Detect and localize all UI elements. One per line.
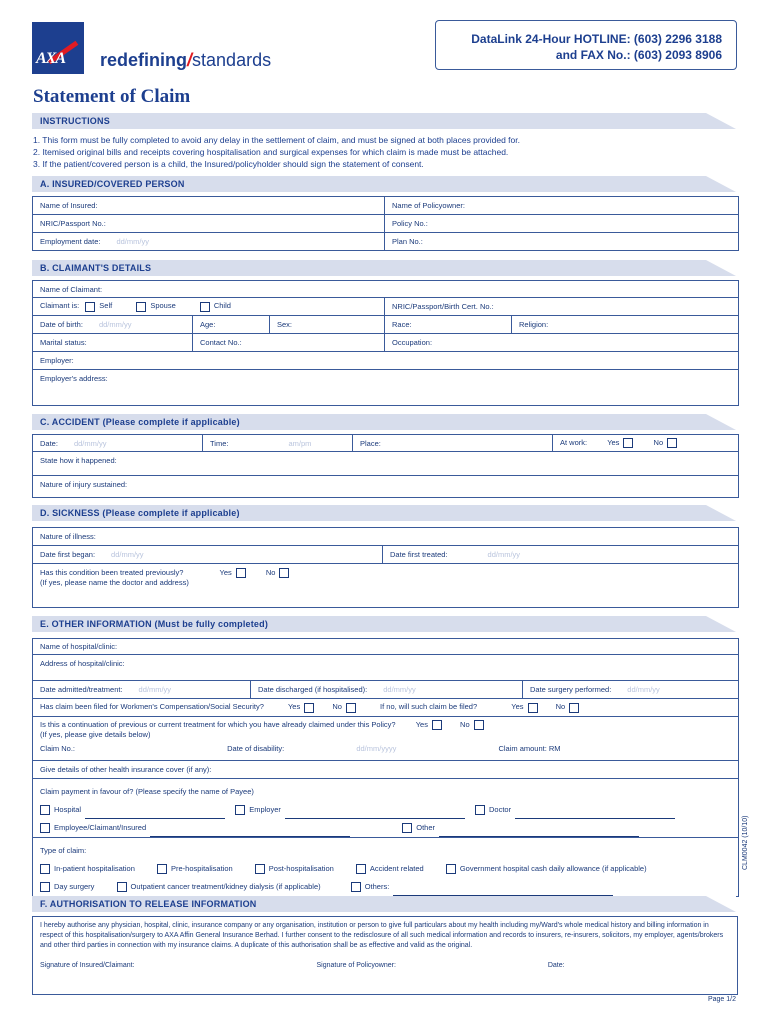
contact-field[interactable]: Contact No.:: [193, 334, 385, 352]
tagline-bold: redefining: [100, 50, 188, 70]
treated-yes-checkbox[interactable]: [236, 568, 246, 578]
age-field[interactable]: Age:: [193, 316, 270, 334]
continuation-no-checkbox[interactable]: [474, 720, 484, 730]
hotline-line1: DataLink 24-Hour HOTLINE: (603) 2296 3188: [471, 32, 722, 46]
section-d-header: D. SICKNESS (Please complete if applicable): [32, 505, 736, 521]
workmen-no-checkbox[interactable]: [346, 703, 356, 713]
instructions-header: INSTRUCTIONS: [32, 113, 736, 129]
continuation-field: Is this a continuation of previous or current treatment for which you have already claimed under this Policy? Yes No (If yes, please give details below) Claim No.: Date of disability: dd/mm/yyyy Claim amount: RM: [33, 717, 739, 761]
type-claim-field: Type of claim: In-patient hospitalisation Pre-hospitalisation Post-hospitalisation Accident related Government hospital cash daily allowance (if applicable) Day surgery Outpatient cancer treatment/kidney dialysis (if applicable) Others:: [33, 838, 739, 897]
self-checkbox[interactable]: [85, 302, 95, 312]
section-a-table: [32, 196, 739, 251]
section-e-table: [32, 638, 739, 897]
sex-field[interactable]: Sex:: [270, 316, 385, 334]
tagline-slash: /: [187, 50, 193, 70]
govt-cash-checkbox[interactable]: [446, 864, 456, 874]
workmen-comp-field: Has claim been filed for Workmen's Compensation/Social Security? Yes No If no, will such claim be filed? Yes No: [33, 699, 739, 717]
payee-other-checkbox[interactable]: [402, 823, 412, 833]
marital-field[interactable]: Marital status:: [33, 334, 193, 352]
tagline-rest: standards: [192, 50, 272, 70]
other-insurance-field[interactable]: Give details of other health insurance cover (if any):: [33, 761, 739, 779]
if-no-no-checkbox[interactable]: [569, 703, 579, 713]
continuation-yes-checkbox[interactable]: [432, 720, 442, 730]
date-surgery-field[interactable]: Date surgery performed: dd/mm/yy: [523, 681, 739, 699]
axa-logo: [32, 22, 84, 74]
claim-no-label: Claim No.:: [40, 744, 76, 754]
date-first-began-field[interactable]: Date first began: dd/mm/yy: [33, 546, 383, 564]
at-work-no-checkbox[interactable]: [667, 438, 677, 448]
section-e-header: E. OTHER INFORMATION (Must be fully completed): [32, 616, 736, 632]
payee-doctor-checkbox[interactable]: [475, 805, 485, 815]
nric-birth-field[interactable]: NRIC/Passport/Birth Cert. No.:: [385, 298, 739, 316]
nature-injury-field[interactable]: Nature of injury sustained:: [33, 476, 739, 498]
instruction-3: 3. If the patient/covered person is a child, the Insured/policyholder should sign the statement of consent.: [33, 159, 424, 169]
section-c-header: C. ACCIDENT (Please complete if applicable): [32, 414, 736, 430]
employer-field[interactable]: Employer:: [33, 352, 739, 370]
hotline-line2: and FAX No.: (603) 2093 8906: [555, 48, 722, 62]
name-claimant-field[interactable]: Name of Claimant:: [33, 281, 739, 298]
treated-no-checkbox[interactable]: [279, 568, 289, 578]
authorisation-text: I hereby authorise any physician, hospital, clinic, insurance company or any organisation, institution or person to give full particulars about my health including my/Ward's whole medical history and billing information in respect of this hospitalisation/surgery to AXA Affin General Insurance Berhad. I further consent to the redisclosure of all such medical information and records to insurers, re-insurers, solicitors, my employer, agents/brokers and other third parties in connection with my insurance claims. A duplicate of this authorisation shall be as effective and valid as the original. Signature of Insured/Claimant: Signature of Policyowner: Date:: [33, 917, 738, 995]
occupation-field[interactable]: Occupation:: [385, 334, 739, 352]
sig-policyowner-label: Signature of Policyowner:: [316, 962, 396, 969]
page-number: Page 1/2: [707, 996, 736, 1003]
others-checkbox[interactable]: [351, 882, 361, 892]
date-admitted-field[interactable]: Date admitted/treatment: dd/mm/yy: [33, 681, 251, 699]
at-work-yes-checkbox[interactable]: [623, 438, 633, 448]
employment-date-field[interactable]: Employment date: dd/mm/yy: [33, 233, 385, 251]
nric-field[interactable]: NRIC/Passport No.:: [33, 215, 385, 233]
hotline-box: [435, 20, 737, 70]
section-f-header: F. AUTHORISATION TO RELEASE INFORMATION: [32, 896, 736, 912]
race-field[interactable]: Race:: [385, 316, 512, 334]
if-no-yes-checkbox[interactable]: [528, 703, 538, 713]
claimant-is-field: Claimant is: Self Spouse Child: [33, 298, 385, 316]
state-how-field[interactable]: State how it happened:: [33, 452, 739, 476]
at-work-field: At work: Yes No: [553, 435, 739, 452]
payee-employer-checkbox[interactable]: [235, 805, 245, 815]
child-checkbox[interactable]: [200, 302, 210, 312]
section-b-table: [32, 280, 739, 406]
instruction-1: 1. This form must be fully completed to avoid any delay in the settlement of claim, and must be signed at both places provided for.: [33, 135, 520, 145]
post-hosp-checkbox[interactable]: [255, 864, 265, 874]
section-c-table: [32, 434, 739, 498]
treated-previously-field: Has this condition been treated previously? Yes No (If yes, please name the doctor and address): [33, 564, 739, 608]
form-code: CLM0042 (10/10): [742, 815, 749, 870]
sig-insured-label: Signature of Insured/Claimant:: [40, 962, 135, 969]
section-f-table: [32, 916, 738, 995]
inpatient-checkbox[interactable]: [40, 864, 50, 874]
payee-hospital-checkbox[interactable]: [40, 805, 50, 815]
name-policyowner-field[interactable]: Name of Policyowner:: [385, 197, 739, 215]
outpatient-cancer-checkbox[interactable]: [117, 882, 127, 892]
hospital-address-field[interactable]: Address of hospital/clinic:: [33, 655, 739, 681]
hospital-name-field[interactable]: Name of hospital/clinic:: [33, 639, 739, 655]
name-insured-field[interactable]: Name of Insured:: [33, 197, 385, 215]
plan-no-field[interactable]: Plan No.:: [385, 233, 739, 251]
religion-field[interactable]: Religion:: [512, 316, 739, 334]
employer-address-field[interactable]: Employer's address:: [33, 370, 739, 406]
accident-date-field[interactable]: Date: dd/mm/yy: [33, 435, 203, 452]
claim-amount-label: Claim amount: RM: [498, 744, 561, 754]
date-disability-label: Date of disability:: [227, 744, 285, 754]
instruction-2: 2. Itemised original bills and receipts covering hospitalisation and surgical expenses for which claim is made must be attached.: [33, 147, 509, 157]
payee-employee-checkbox[interactable]: [40, 823, 50, 833]
pre-hosp-checkbox[interactable]: [157, 864, 167, 874]
day-surgery-checkbox[interactable]: [40, 882, 50, 892]
accident-time-field[interactable]: Time: am/pm: [203, 435, 353, 452]
logo-text: AXA: [36, 50, 66, 67]
section-a-header: A. INSURED/COVERED PERSON: [32, 176, 736, 192]
accident-related-checkbox[interactable]: [356, 864, 366, 874]
workmen-yes-checkbox[interactable]: [304, 703, 314, 713]
date-discharged-field[interactable]: Date discharged (if hospitalised): dd/mm/yy: [251, 681, 523, 699]
spouse-checkbox[interactable]: [136, 302, 146, 312]
policy-no-field[interactable]: Policy No.:: [385, 215, 739, 233]
tagline: [100, 50, 271, 71]
payment-field: Claim payment in favour of? (Please specify the name of Payee) Hospital Employer Doctor Employee/Claimant/Insured Other: [33, 779, 739, 838]
date-first-treated-field[interactable]: Date first treated: dd/mm/yy: [383, 546, 739, 564]
accident-place-field[interactable]: Place:: [353, 435, 553, 452]
dob-field[interactable]: Date of birth: dd/mm/yy: [33, 316, 193, 334]
section-d-table: [32, 527, 739, 608]
date-label: Date:: [547, 962, 565, 969]
page-title: Statement of Claim: [33, 86, 191, 107]
section-b-header: B. CLAIMANT'S DETAILS: [32, 260, 736, 276]
nature-illness-field[interactable]: Nature of illness:: [33, 528, 739, 546]
